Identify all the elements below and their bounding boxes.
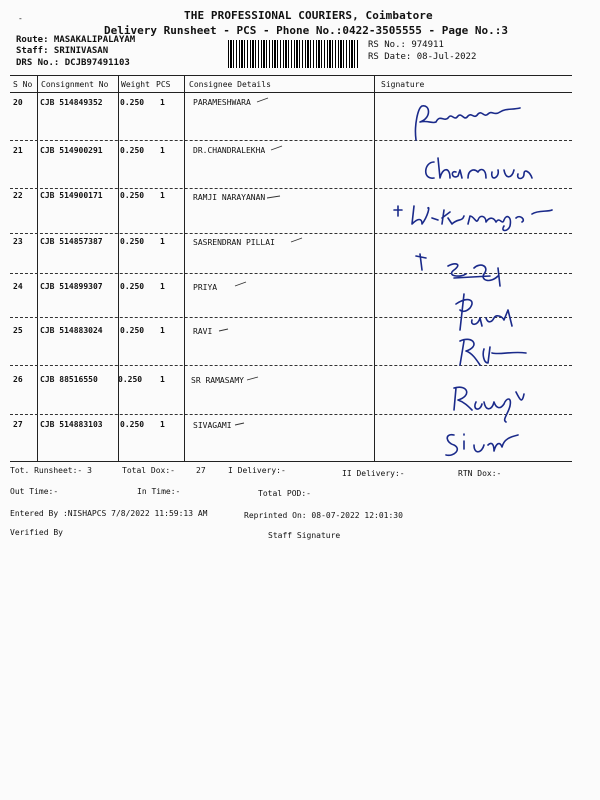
- signature-ravi: [452, 333, 542, 369]
- cell-consignee: PRIYA: [193, 283, 218, 292]
- signature-sr-ramasamy: [450, 380, 530, 424]
- cell-pcs: 1: [160, 146, 165, 155]
- cell-pcs: 1: [160, 375, 165, 384]
- signature-chandralekha: [420, 148, 540, 188]
- column-divider-2: [118, 75, 119, 461]
- total-pod: Total POD:-: [258, 489, 311, 498]
- cell-consignment: CJB 514900291: [40, 146, 103, 155]
- cell-sno: 26: [13, 375, 23, 384]
- staff-signature-label: Staff Signature: [268, 531, 341, 540]
- cell-consignee: RAVI: [193, 327, 213, 336]
- cell-pcs: 1: [160, 237, 165, 246]
- cell-weight: 0.250: [120, 98, 145, 107]
- table-top-border: [10, 75, 572, 76]
- tick-mark: [218, 326, 230, 334]
- cell-consignment: CJB 514900171: [40, 191, 103, 200]
- rtn-dox: RTN Dox:-: [458, 469, 502, 478]
- rs-number: RS No.: 974911: [368, 40, 444, 50]
- cell-sno: 21: [13, 146, 23, 155]
- cell-consignment: CJB 514899307: [40, 282, 103, 291]
- cell-pcs: 1: [160, 420, 165, 429]
- i-delivery: I Delivery:-: [228, 466, 286, 475]
- row-divider: [10, 188, 572, 189]
- cell-weight: 0.250: [120, 146, 145, 155]
- signature-parameshwara: [408, 100, 528, 145]
- cell-weight: 0.250: [120, 282, 145, 291]
- staff-label: Staff: SRINIVASAN: [16, 46, 109, 56]
- cell-sno: 20: [13, 98, 23, 107]
- cell-consignee: SASRENDRAN PILLAI: [193, 238, 275, 247]
- drs-number: DRS No.: DCJB97491103: [16, 58, 130, 68]
- column-divider-3: [184, 75, 185, 461]
- tick-mark: [256, 96, 270, 104]
- cell-consignee: SIVAGAMI: [193, 421, 232, 430]
- total-dox-label: Total Dox:-: [122, 466, 175, 475]
- cell-sno: 25: [13, 326, 23, 335]
- tick-mark: [270, 144, 284, 152]
- entered-by: Entered By :NISHAPCS 7/8/2022 11:59:13 AM: [10, 509, 208, 518]
- cell-consignee: RAMJI NARAYANAN: [193, 193, 266, 202]
- col-header-sno: S No: [13, 80, 33, 89]
- tick-mark: [234, 280, 248, 288]
- cell-consignment: CJB 514849352: [40, 98, 103, 107]
- cell-consignment: CJB 514883103: [40, 420, 103, 429]
- col-header-pcs: PCS: [156, 80, 171, 89]
- cell-sno: 24: [13, 282, 23, 291]
- cell-sno: 27: [13, 420, 23, 429]
- cell-pcs: 1: [160, 326, 165, 335]
- corner-mark: -: [18, 14, 23, 23]
- column-divider-1: [37, 75, 38, 461]
- reprinted-on: Reprinted On: 08-07-2022 12:01:30: [244, 511, 403, 520]
- in-time: In Time:-: [137, 487, 181, 496]
- signature-sasrendran-pillai: [410, 248, 520, 292]
- verified-by: Verified By: [10, 528, 63, 537]
- col-header-weight: Weight: [121, 80, 150, 89]
- signature-ramji-narayanan: [392, 196, 562, 236]
- col-header-signature: Signature: [381, 80, 425, 89]
- cell-consignee: PARAMESHWARA: [193, 98, 251, 107]
- signature-sivagami: [440, 423, 530, 463]
- rs-date: RS Date: 08-Jul-2022: [368, 52, 477, 62]
- cell-consignment: CJB 514857387: [40, 237, 103, 246]
- cell-weight: 0.250: [120, 326, 145, 335]
- ii-delivery: II Delivery:-: [342, 469, 405, 478]
- column-divider-4: [374, 75, 375, 461]
- cell-pcs: 1: [160, 282, 165, 291]
- cell-consignee: SR RAMASAMY: [191, 376, 244, 385]
- barcode: [228, 40, 360, 68]
- tick-mark: [266, 193, 282, 201]
- company-title: THE PROFESSIONAL COURIERS, Coimbatore: [184, 9, 433, 22]
- cell-sno: 23: [13, 237, 23, 246]
- col-header-consignee: Consignee Details: [189, 80, 271, 89]
- col-header-consignment: Consignment No: [41, 80, 109, 89]
- header-bottom-border: [10, 92, 572, 93]
- out-time: Out Time:-: [10, 487, 59, 496]
- cell-sno: 22: [13, 191, 23, 200]
- tick-mark: [290, 236, 304, 244]
- cell-consignment: CJB 514883024: [40, 326, 103, 335]
- cell-consignment: CJB 88516550: [40, 375, 98, 384]
- route-label: Route: MASAKALIPALAYAM: [16, 35, 136, 45]
- tick-mark: [246, 375, 260, 383]
- cell-weight: 0.250: [120, 420, 145, 429]
- cell-pcs: 1: [160, 98, 165, 107]
- cell-weight: 0.250: [120, 191, 145, 200]
- tick-mark: [234, 420, 246, 428]
- total-dox-value: 27: [196, 466, 206, 475]
- runsheet-title: Delivery Runsheet - PCS - Phone No.:0422-3505555 - Page No.:3: [104, 24, 508, 37]
- cell-pcs: 1: [160, 191, 165, 200]
- signature-priya: [446, 290, 526, 334]
- cell-weight: 0.250: [118, 375, 143, 384]
- cell-weight: 0.250: [120, 237, 145, 246]
- total-runsheet: Tot. Runsheet:- 3: [10, 466, 92, 475]
- cell-consignee: DR.CHANDRALEKHA: [193, 146, 266, 155]
